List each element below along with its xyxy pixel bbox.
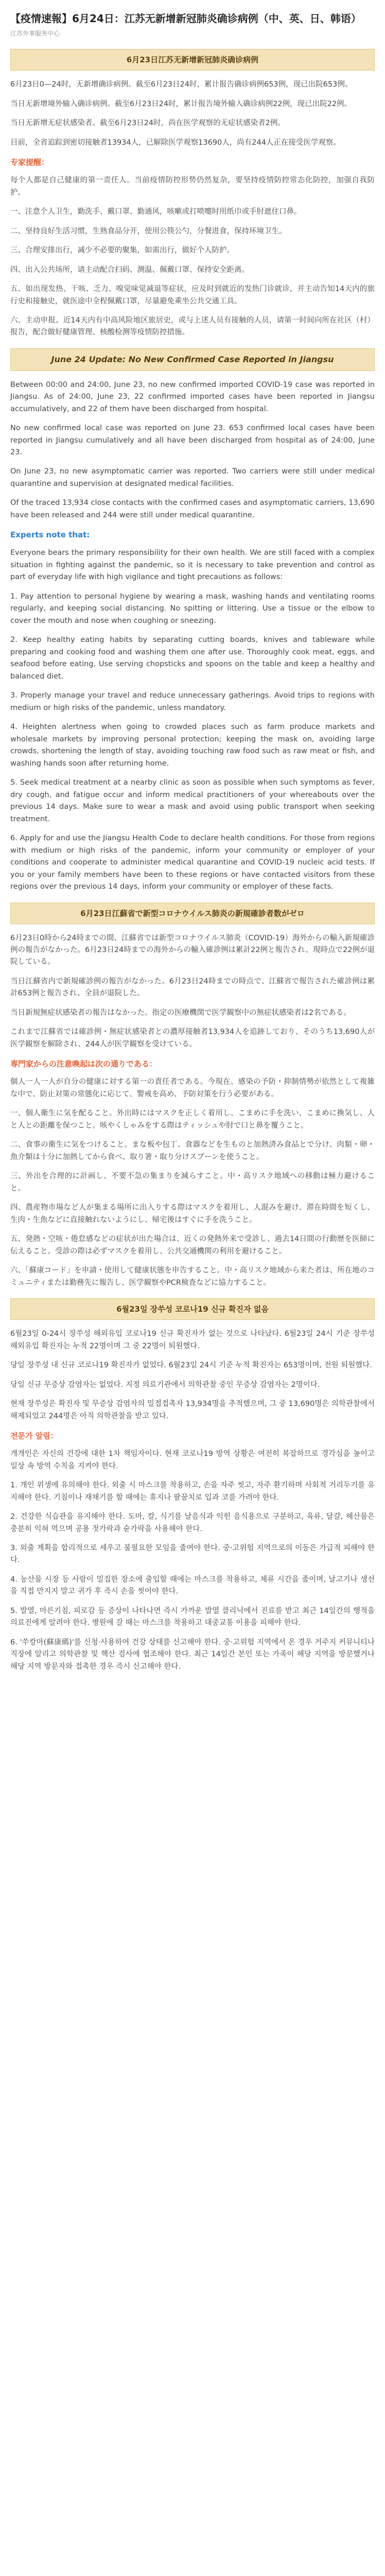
note-paragraph: 每个人都是自己健康的第一责任人。当前疫情防控形势仍然复杂，要坚持疫情防控常态化防控，加强自我防护。 <box>10 176 375 197</box>
paragraph: これまで江蘇省では確診例・無症状感染者との濃厚接触者13,934人を追跡しており、そのうち13,690人が医学観察を解除され、244人が医学観察を受けている。 <box>10 1028 375 1048</box>
note-paragraph: 一、注意个人卫生，勤洗手、戴口罩、勤通风，咳嗽或打喷嚏时用纸巾或手肘遮住口鼻。 <box>10 208 302 216</box>
article-source[interactable]: 江苏外事服务中心 <box>10 30 60 37</box>
expert-notes-label-en: Experts note that: <box>10 530 90 540</box>
paragraph: 当日无新增无症状感染者。截至6月23日24时，尚在医学观察的无症状感染者2例。 <box>10 119 285 128</box>
note-paragraph: 5. Seek medical treatment at a nearby clinic as soon as possible when such symptoms as fever, dry cough, and fatigue occur and inform medical practitioners of your whereabouts over the previous 14 days. Make sure to wear a mask and avoid using public transport when seeking treatment. <box>10 778 375 823</box>
paragraph: 当日江蘇省内で新規確診例の報告がなかった。6月23日24時までの時点で、江蘇省で報告された確診例は累計653例と報告され、全員が退院した。 <box>10 977 375 998</box>
section-ko <box>10 1298 375 1673</box>
note-paragraph: 개개인은 자신의 건강에 대한 1차 책임자이다. 현재 코로나19 방역 상황은 여전히 복잡하므로 경각심을 높이고 일상 속 방역 수칙을 지켜야 한다. <box>10 1450 375 1470</box>
paragraph: 당일 신규 무증상 감염자는 없었다. 지정 의료기관에서 의학관찰 중인 무증상 감염자는 2명이다. <box>10 1380 320 1389</box>
note-paragraph: 五、発熱・空咳・倦怠感などの症状が出た場合は、近くの発熱外来で受診し、過去14日間の行動歴を医師に伝えること。受診の際は必ずマスクを着用し、公共交通機関の利用を避けること。 <box>10 1235 375 1256</box>
section-zh <box>10 49 375 339</box>
note-paragraph: 五、如出现发热、干咳、乏力、嗅觉味觉减退等症状，应及时到就近的发热门诊就诊，并主动告知14天内的旅行史和接触史，就医途中全程佩戴口罩，尽量避免乘坐公共交通工具。 <box>10 285 375 306</box>
paragraph: 현재 장쑤성은 확진자 및 무증상 감염자의 밀접접촉자 13,934명을 추적했으며, 그 중 13,690명은 의학관찰에서 해제되었고 244명은 아직 의학관찰을 받고 있다. <box>10 1400 375 1420</box>
note-paragraph: Everyone bears the primary responsibility for their own health. We are still faced with a complex situation in fighting against the pandemic, so it is necessary to take prevention and control as part of everyday life with high vigilance and tight precautions as follows: <box>10 549 375 582</box>
note-paragraph: 5. 발열, 마른기침, 피로감 등 증상이 나타나면 즉시 가까운 발열 클리닉에서 진료를 받고 최근 14일간의 행적을 의료진에게 알려야 한다. 병원에 갈 때는 마스크를 착용하고 대중교통 이용을 피해야 한다. <box>10 1606 375 1628</box>
paragraph: 6월23일 0-24시 장쑤성 해외유입 코로나19 신규 확진자가 없는 것으로 나타났다. 6월23일 24시 기준 장쑤성 해외유입 확진자는 누적 22명이며 그 중 22명이 퇴원했다. <box>10 1330 375 1350</box>
note-paragraph: 三、合理安排出行，减少不必要的聚集，如需出行，做好个人防护。 <box>10 246 234 255</box>
note-paragraph: 一、個人衛生に気を配ること。外出時にはマスクを正しく着用し、こまめに手を洗い、こまめに換気し、人と人との距離を保つこと。咳やくしゃみをする際はティッシュや肘で口と鼻を覆うこと。 <box>10 1109 375 1130</box>
paragraph: Of the traced 13,934 close contacts with the confirmed cases and asymptomatic carriers, 13,690 have been released and 244 were still under medical quarantine. <box>10 499 375 519</box>
note-paragraph: 六、「蘇康コード」を申請・使用して健康状態を申告すること。中・高リスク地域から来た者は、所在地のコミュニティまたは勤務先に報告し、医学観察やPCR検査などに協力すること。 <box>10 1266 375 1287</box>
paragraph: 目前，全省追踪到密切接触者13934人，已解除医学观察13690人，尚有244人正在接受医学观察。 <box>10 138 341 147</box>
note-paragraph: 四、出入公共场所，请主动配合扫码、测温、佩戴口罩、保持安全距离。 <box>10 265 249 274</box>
expert-notes-label-ja: 専門家からの注意喚起は次の通りである： <box>10 1059 157 1069</box>
paragraph: 当日无新增境外输入确诊病例。截至6月23日24时，累计报告境外输入确诊病例22例，现已出院22例。 <box>10 99 352 108</box>
section-ja <box>10 903 375 1290</box>
section-header-ja: 6月23日江蘇省で新型コロナウイルス肺炎の新規確診者数がゼロ <box>10 903 375 924</box>
note-paragraph: 個人一人一人が自分の健康に対する第一の責任者である。今現在、感染の予防・抑制情勢が依然として複雑な中で、防止対策の常態化に応じて、警戒を高め、予防対策を行う必要がある。 <box>10 1078 375 1098</box>
note-paragraph: 三、外出を合理的に計画し、不要不急の集まりを減らすこと。中・高リスク地域への移動は極力避けること。 <box>10 1172 375 1193</box>
paragraph: On June 23, no new asymptomatic carrier was reported. Two carriers were still under medical quarantine and supervision at designated medical facilities. <box>10 467 375 488</box>
expert-notes-label-ko: 전문가 알림： <box>10 1431 58 1441</box>
paragraph: 6月23日0—24时，无新增确诊病例。截至6月23日24时，累计报告确诊病例653例，现已出院653例。 <box>10 80 353 89</box>
note-paragraph: 六、主动申报。近14天内有中高风险地区旅居史，或与上述人员有接触的人员，请第一时间向所在社区（村）报告，配合做好健康管理、核酸检测等疫情防控措施。 <box>10 316 375 337</box>
paragraph: No new confirmed local case was reported on June 23. 653 confirmed local cases have been reported in Jiangsu cumulatively and all have been discharged from hospital as of 24:00, June 23. <box>10 424 375 456</box>
expert-notes-label-zh: 专家提醒： <box>10 158 49 167</box>
note-paragraph: 6. Apply for and use the Jiangsu Health Code to declare health conditions. For those from regions with medium or high risks of the pandemic, inform your community or employer of your conditions and cooperate to administer medical quarantine and COVID-19 nucleic acid tests. If you or your family members have been to these regions or have contacted visitors from these regions over the previous 14 days, inform your community or employer of these facts. <box>10 834 375 891</box>
paragraph: 당일 장쑤성 내 신규 코로나19 확진자가 없었다. 6월23일 24시 기준 누적 확진자는 653명이며, 전원 퇴원했다. <box>10 1361 372 1370</box>
paragraph: 当日新規無症状感染者の報告はなかった。指定の医療機関で医学観察中の無症状感染者は2名である。 <box>10 1008 351 1017</box>
note-paragraph: 1. 개인 위생에 유의해야 한다. 외출 시 마스크를 착용하고, 손을 자주 씻고, 자주 환기하며 사회적 거리두기를 유지해야 한다. 기침이나 재채기를 할 때에는 휴지나 팔꿈치로 입과 코를 가려야 한다. <box>10 1481 375 1502</box>
section-en <box>10 348 375 893</box>
section-header-ko: 6월23일 장쑤성 코로나19 신규 확진자 없음 <box>10 1298 375 1320</box>
note-paragraph: 4. 농산물 시장 등 사람이 밀집한 장소에 출입할 때에는 마스크를 착용하고, 체류 시간을 줄이며, 날고기나 생선을 직접 만지지 말고 귀가 후 즉시 손을 씻어야 한다. <box>10 1575 375 1596</box>
note-paragraph: 6. '쑤캉마(蘇康碼)'를 신청·사용하여 건강 상태를 신고해야 한다. 중·고위험 지역에서 온 경우 거주지 커뮤니티나 직장에 알리고 의학관찰 및 핵산 검사에 협조해야 한다. 최근 14일간 본인 또는 가족이 해당 지역을 방문했거나 해당 지역 방문자와 접촉한 경우 즉시 신고해야 한다. <box>10 1638 375 1671</box>
note-paragraph: 四、農産物市場など人が集まる場所に出入りする際はマスクを着用し、人混みを避け、滞在時間を短くし、生肉・生魚などに直接触れないようにし、帰宅後はすぐに手を洗うこと。 <box>10 1204 375 1224</box>
note-paragraph: 二、坚持良好生活习惯，生熟食品分开，使用公筷公勺，分餐进食，保持环境卫生。 <box>10 227 287 235</box>
note-paragraph: 1. Pay attention to personal hygiene by wearing a mask, washing hands and ventilating rooms regularly, and keeping social distancing. No spitting or littering. Use a tissue or the elbow to cover the mouth and nose when coughing or sneezing. <box>10 592 375 625</box>
note-paragraph: 2. Keep healthy eating habits by separating cutting boards, knives and tableware while preparing and cooking food and washing them one after use. Thoroughly cook meat, eggs, and seafood before eating. Use serving chopsticks and spoons on the table and keep a healthy and balanced diet. <box>10 636 375 681</box>
note-paragraph: 2. 건강한 식습관을 유지해야 한다. 도마, 칼, 식기를 날음식과 익힌 음식용으로 구분하고, 육류, 달걀, 해산물은 충분히 익혀 먹으며 공용 젓가락과 숟가락을 사용해야 한다. <box>10 1513 375 1533</box>
section-header-zh: 6月23日江苏无新增新冠肺炎确诊病例 <box>10 49 375 71</box>
note-paragraph: 二、食事の衛生に気をつけること。まな板や包丁、食器などを生ものと加熱済み食品とで分け、肉類・卵・魚介類は十分に加熱してから食べ、取り箸・取り分けスプーンを使うこと。 <box>10 1141 375 1161</box>
note-paragraph: 3. Properly manage your travel and reduce unnecessary gatherings. Avoid trips to regions with medium or high risks of the pandemic, unless mandatory. <box>10 691 375 712</box>
note-paragraph: 4. Heighten alertness when going to crowded places such as farm produce markets and wholesale markets by improving personal protection; keeping the mask on, avoiding large crowds, shortening the length of stay, avoiding touching raw food such as raw meat or fish, and washing hands soon after returning home. <box>10 723 375 768</box>
paragraph: 6月23日0時から24時までの間、江蘇省では新型コロナウイルス肺炎（COVID-19）海外からの輸入新規確診例の報告がなかった。6月23日24時までの海外からの輸入確診例は累計22例と報告され、現時点で22例が退院している。 <box>10 934 375 967</box>
article-title: 【疫情速報】6月24日：江苏无新增新冠肺炎确诊病例（中、英、日、韩语） <box>10 12 361 25</box>
section-header-en: June 24 Update: No New Confirmed Case Reported in Jiangsu <box>10 348 375 371</box>
note-paragraph: 3. 외출 계획을 합리적으로 세우고 불필요한 모임을 줄여야 한다. 중·고위험 지역으로의 이동은 가급적 피해야 한다. <box>10 1544 375 1565</box>
paragraph: Between 00:00 and 24:00, June 23, no new confirmed imported COVID-19 case was reported in Jiangsu. As of 24:00, June 23, 22 confirmed imported cases have been reported in Jiangsu accumulatively, and 22 of them have been discharged from hospital. <box>10 380 375 413</box>
